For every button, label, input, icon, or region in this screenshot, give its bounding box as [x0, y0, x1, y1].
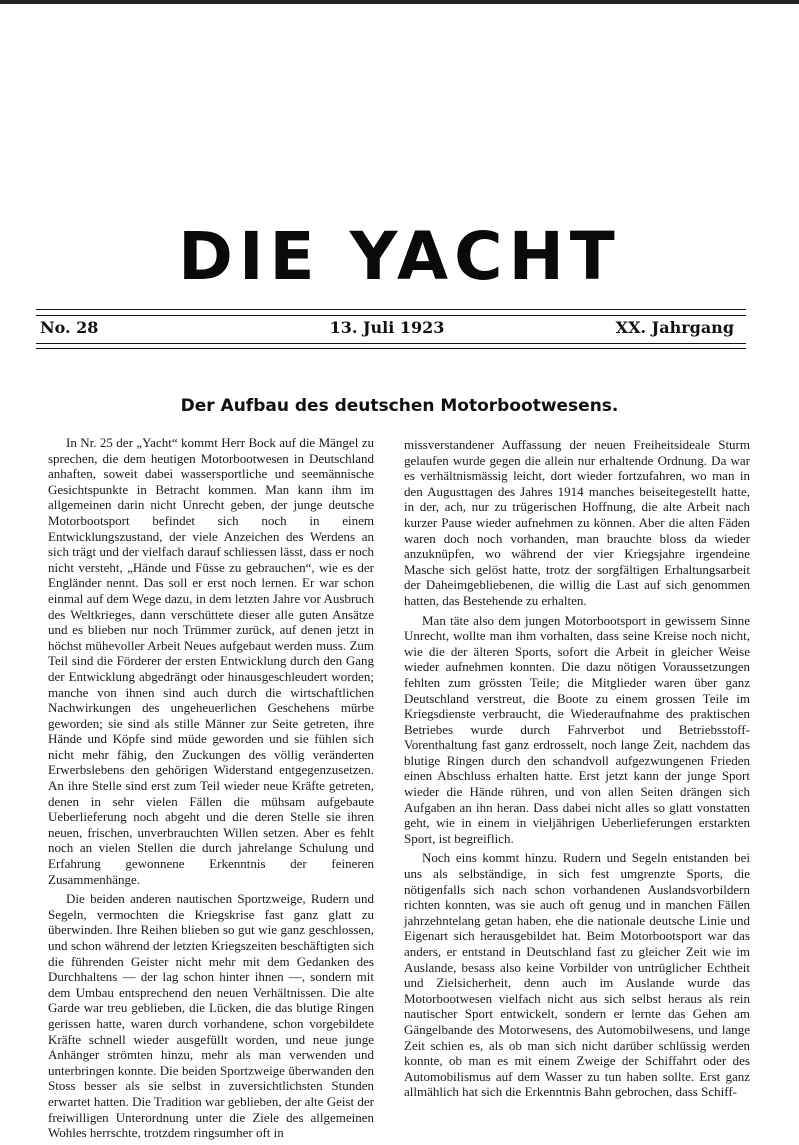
paragraph: Die beiden anderen nautischen Sportzweige, Rudern und Segeln, vermochten die Kriegskrise fast ganz glatt zu überwinden. Ihre Reihen blieben so gut wie ganz geschlossen, und schon während der letzten Kriegszeiten beschäftigten sich die führenden Geister nicht mehr mit dem Gedanken des Durchhaltens — der lag schon hinter ihnen —, sondern mit dem Umbau entsprechend den neuen Verhältnissen. Die alte Garde war treu geblieben, die Lücken, die das blutige Ringen gerissen hatte, waren durch vorhandene, schon vorgebildete Kräfte schnell wieder ausgefüllt worden, und neue junge Anhänger strömten hinzu, mehr als man verwenden und unterbringen konnte. Die beiden Sportzweige überwanden den Stoss besser als sie selbst in zuversichtlichsten Stunden erwartet hatten. Die Tradition war geblieben, der alte Geist der freiwilligen Unterordnung unter die Ziele des allgemeinen Wohles herrschte, trotzdem ringsumher oft in: [48, 891, 374, 1141]
paragraph: missverstandener Auffassung der neuen Freiheitsideale Sturm gelaufen wurde gegen die allein nur erhaltende Ordnung. Da war es verhältnismässig leicht, dort wieder fortzufahren, wo man in den Augusttagen des Jahres 1914 manches beiseitegestellt hatte, in der, ach, nur zu trügerischen Hoffnung, die alte Arbeit nach kurzer Pause wieder aufnehmen zu können. Aber die alten Fäden waren doch noch vorhanden, man brauchte bloss da wieder anzuknüpfen, wo während der vier Kriegsjahre irgendeine Masche sich gelöst hatte, trotz der sorgfältigen Erhaltungsarbeit der Daheimgebliebenen, die willig die Last auf sich genommen hatten, das Bestehende zu erhalten.: [404, 437, 750, 608]
masthead-rule-bottom: [36, 343, 746, 349]
paragraph: Noch eins kommt hinzu. Rudern und Segeln entstanden bei uns als selbständige, in sich fest umgrenzte Sports, die nötigenfalls sich nach schon vorhandenen Auslandsvorbildern richten konnten, was sie auch oft genug und in manchen Fällen jahrzehntelang getan haben, ehe die nationale deutsche Linie und Eigenart sich herausgebildet hat. Beim Motorbootsport war das anders, er entstand in Deutschland fast zu gleicher Zeit wie im Auslande, besass also keine Vorbilder von untrüglicher Echtheit und Zielsicherheit, denn auch im Auslande wurde das Motorbootwesen vielfach nicht aus sich selbst heraus als rein nautischer Sport entwickelt, sondern er lernte das Gehen am Gängelbande des Motorwesens, des Automobilwesens, und lange Zeit schien es, als ob man sich nicht darüber schlüssig werden konnte, ob man es mit einem Zweige der Schiffahrt oder des Automobilismus auf dem Wasser zu tun haben sollte. Erst ganz allmählich hat sich die Erkenntnis Bahn gebrochen, dass Schiff-: [404, 850, 750, 1100]
masthead-rule-top: [36, 309, 746, 316]
issue-date: 13. Juli 1923: [329, 318, 445, 337]
paragraph: Man täte also dem jungen Motorbootsport in gewissem Sinne Unrecht, wollte man ihm vorhalten, dass seine Kreise noch nicht, wie die der älteren Sports, sofort die Arbeit in gleicher Weise wieder aufnehmen konnten. Die dazu nötigen Voraussetzungen fehlten zum grössten Teile; die Mitglieder waren über ganz Deutschland verstreut, die Boote zu einem grossen Teile im Kriegsdienste verbraucht, die Wiederaufnahme des praktischen Betriebes wurde durch Fahrverbot und Betriebsstoff-Vorenthaltung fast ganz erdrosselt, noch lange Zeit, nachdem das blutige Ringen durch den schandvoll aufgezwungenen Frieden einen Abschluss erhalten hatte. Erst jetzt kann der junge Sport wieder die Hände rühren, und von allen Seiten drängen sich Aufgaben an ihn heran. Dass dabei nicht alles so glatt vonstatten geht, wie in einem in vieljährigen Ueberlieferungen erstarkten Sport, ist begreiflich.: [404, 612, 750, 846]
scan-edge: [0, 0, 799, 4]
paragraph: In Nr. 25 der „Yacht“ kommt Herr Bock auf die Mängel zu sprechen, die dem heutigen Motorbootwesen in Deutschland anhaften, soweit dabei wassersportliche und seemännische Gesichtspunkte in Betracht kommen. Man kann ihm im allgemeinen darin nicht Unrecht geben, der junge deutsche Motorbootsport befindet sich noch in einem Entwicklungszustand, der viele Anzeichen des Werdens an sich trägt und der vielfach darauf schliessen lässt, dass er noch nicht versteht, „Hände und Füsse zu gebrauchen“, wie es der Engländer nennt. Das soll er erst noch lernen. Er war schon einmal auf dem Wege dazu, in dem letzten Jahre vor Ausbruch des Weltkrieges, dann verschüttete dieser alle guten Ansätze und es blieben nur noch Trümmer zurück, auf denen jetzt in höchst mühevoller Arbeit Neues aufgebaut werden muss. Zum Teil sind die Förderer der ersten Entwicklung durch den Gang der Entwicklung abgedrängt oder hinausgeschleudert worden; manche von ihnen sind auch durch die wirtschaftlichen Nachwirkungen des ungeheuerlichen Geschehens mürbe geworden; sie sind als stille Männer zur Seite getreten, ihre Hände und Köpfe sind müde geworden und sie fühlen sich nicht mehr fähig, den Zuckungen des völlig veränderten Erwerbslebens den gehörigen Widerstand entgegenzusetzen. An ihre Stelle sind erst zum Teil wieder neue Kräfte getreten, denen in sehr vielen Fällen die mühsam aufgebaute Ueberlieferung noch abgeht und die deren Stelle sie ihren neuen, frischen, unverbrauchten Willen setzen. Aber es fehlt noch an vielen Stellen die durch jahrelange Schulung und Erfahrung gewonnene Erkenntnis der feineren Zusammenhänge.: [48, 435, 374, 887]
article-title: Der Aufbau des deutschen Motorbootwesens.: [180, 396, 619, 416]
masthead-title: DIE YACHT: [178, 218, 621, 295]
article-column-left: [48, 435, 374, 1145]
issue-number: No. 28: [40, 318, 99, 337]
article-column-right: [404, 437, 750, 1104]
issue-volume: XX. Jahrgang: [615, 318, 734, 337]
